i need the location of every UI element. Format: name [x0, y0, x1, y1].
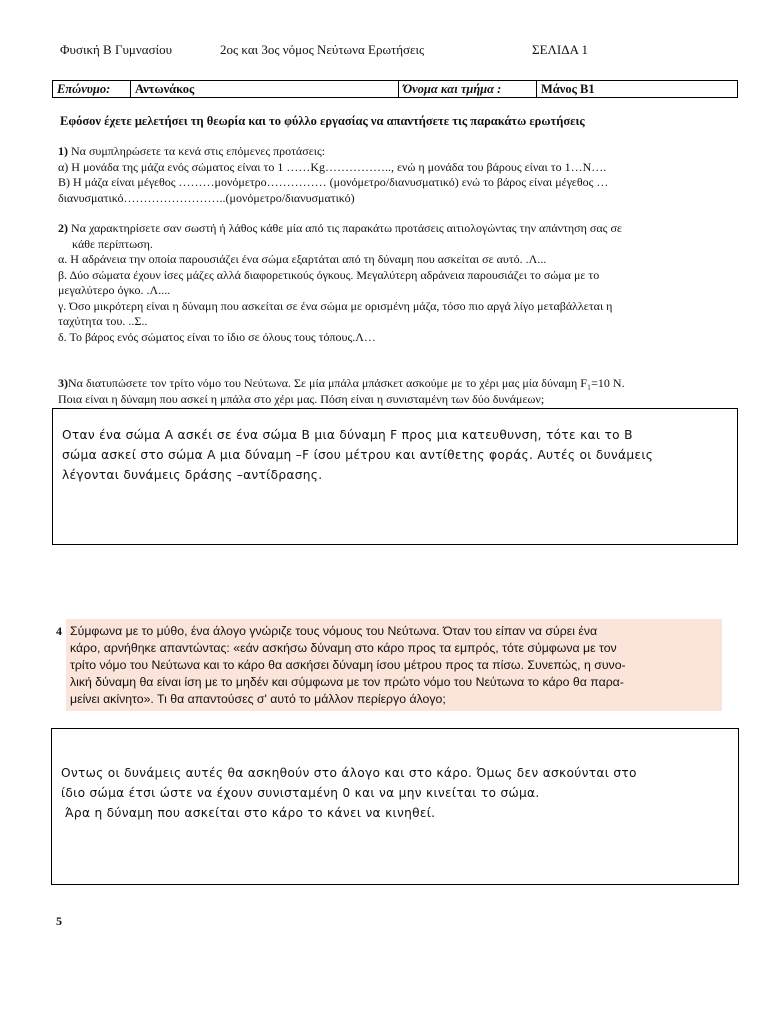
header-topic: 2ος και 3ος νόμος Νεύτωνα Ερωτήσεις [220, 42, 425, 57]
q4-text [66, 619, 722, 711]
q3-answer-line: σώμα ασκεί στο σώμα Α μια δύναμη –F ίσου μέτρου και αντίθετης φοράς. Αυτές οι δυνάμεις [62, 448, 654, 462]
question-2 [58, 221, 730, 345]
header-subject: Φυσική Β Γυμνασίου [60, 42, 173, 57]
q2-line: ταχύτητα του. ..Σ.. [58, 314, 148, 328]
q2-line: μεγαλύτερο όγκο. .Λ.... [58, 283, 171, 297]
q3-line: Ποια είναι η δύναμη που ασκεί η μπάλα στο χέρι μας. Πόση είναι η συνισταμένη των δύο δυνάμεων; [58, 391, 545, 406]
q1-line: διανυσματικό……………………..(μονόμετρο/διανυσματικό) [58, 190, 355, 205]
q1-line: Β) Η μάζα είναι μέγεθος ………μονόμετρο…………… (μονόμετρο/διανυσματικό) ενώ το βάρος είναι μέγεθος … [58, 175, 609, 189]
surname-label: Επώνυμο: [53, 81, 131, 97]
q4-line: κάρο, αρνήθηκε απαντώντας: «εάν ασκήσω δύναμη στο κάρο προς τα εμπρός, τότε σύμφωνα με τον [70, 641, 617, 655]
q2-line: γ. Όσο μικρότερη είναι η δύναμη που ασκείται σε ένα σώμα με ορισμένη μάζα, τόσο πιο αργά λίγο μεταβάλλεται η [58, 298, 613, 313]
q4-answer-box[interactable] [51, 728, 739, 885]
q3-line: 3)Να διατυπώσετε τον τρίτο νόμο του Νεύτωνα. Σε μία μπάλα μπάσκετ ασκούμε με το χέρι μας μία δύναμη F₁=10 N. [58, 376, 625, 390]
q4-line: λική δύναμη θα είναι ίση με το μηδέν και σύμφωνα με τον πρώτο νόμο του Νεύτωνα το κάρο θα παρα- [70, 675, 624, 689]
q4-line: Σύμφωνα με το μύθο, ένα άλογο γνώριζε τους νόμους του Νεύτωνα. Όταν του είπαν να σύρει ένα [70, 624, 598, 638]
page-header [60, 42, 720, 62]
question-4 [56, 619, 722, 711]
student-info-table [52, 80, 738, 98]
question-5-number: 5 [56, 914, 62, 928]
q3-answer-box[interactable] [52, 408, 738, 545]
q4-answer-line: Άρα η δύναμη που ασκείται στο κάρο το κάνει να κινηθεί. [61, 806, 436, 820]
q2-line: δ. Το βάρος ενός σώματος είναι το ίδιο σε όλους τους τόπους.Λ… [58, 329, 376, 344]
q2-line: β. Δύο σώματα έχουν ίσες μάζες αλλά διαφορετικούς όγκους. Μεγαλύτερη αδράνεια παρουσιάζει το σώμα με το [58, 267, 600, 282]
q2-number: 2) [58, 221, 68, 235]
q3-answer-line: λέγονται δυνάμεις δράσης –αντίδρασης. [62, 468, 323, 482]
name-value: Μάνος Β1 [541, 82, 595, 96]
q4-line: μείνει ακίνητο». Τι θα απαντούσες σ' αυτό το μάλλον περίεργο άλογο; [70, 692, 446, 706]
q4-number: 4 [56, 624, 62, 638]
q3-number: 3) [58, 376, 68, 390]
instructions-text: Εφόσον έχετε μελετήσει τη θεωρία και το φύλλο εργασίας να απαντήσετε τις παρακάτω ερωτήσεις [60, 114, 585, 128]
q1-number: 1) [58, 144, 68, 158]
q1-line: 1) Να συμπληρώσετε τα κενά στις επόμενες προτάσεις: [58, 144, 326, 158]
name-label: Όνομα και τμήμα : [399, 81, 537, 97]
header-page: ΣΕΛΙΔΑ 1 [532, 42, 589, 57]
q4-answer-line: ίδιο σώμα έτσι ώστε να έχουν συνισταμένη 0 και να μην κινείται το σώμα. [61, 786, 540, 800]
question-3 [58, 376, 730, 407]
q2-line: κάθε περίπτωση. [72, 236, 153, 251]
q4-answer-line: Οντως οι δυνάμεις αυτές θα ασκηθούν στο άλογο και στο κάρο. Όμως δεν ασκούνται στο [61, 766, 637, 780]
surname-value: Αντωνάκος [131, 81, 399, 97]
q1-line: α) Η μονάδα της μάζα ενός σώματος είναι το 1 ……Kg…………….., ενώ η μονάδα του βάρους είναι το 1…N…. [58, 159, 607, 174]
q3-answer-line: Οταν ένα σώμα Α ασκέι σε ένα σώμα Β μια δύναμη F προς μια κατευθυνση, τότε και το Β [62, 428, 633, 442]
q4-line: τρίτο νόμο του Νεύτωνα και το κάρο θα ασκήσει δύναμη ίσου μέτρου προς τα πίσω. Συνεπώς, η συνο- [70, 658, 626, 672]
q2-line: 2) Να χαρακτηρίσετε σαν σωστή ή λάθος κάθε μία από τις παρακάτω προτάσεις αιτιολογώντας την απάντηση σας σε [58, 221, 622, 235]
question-1 [58, 144, 730, 206]
q2-line: α. Η αδράνεια την οποία παρουσιάζει ένα σώμα εξαρτάται από τη δύναμη που ασκείται σε αυτό. .Λ... [58, 252, 547, 266]
